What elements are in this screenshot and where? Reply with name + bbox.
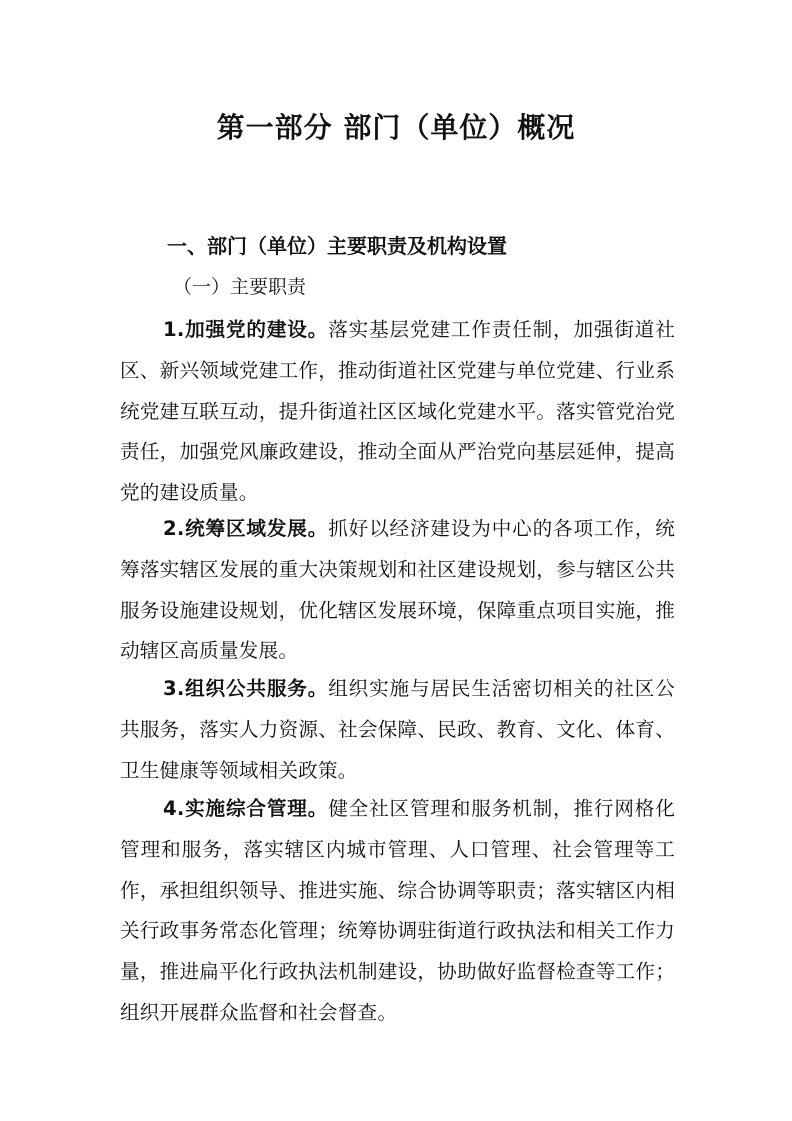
duty-lead-2: 2.统筹区域发展。 [163, 517, 329, 540]
subsection-heading: （一）主要职责 [173, 276, 307, 298]
duty-text-1: 落实基层党建工作责任制，加强街道社区、新兴领域党建工作，推动街道社区党建与单位党建、行业系统党建互联互动，提升街道社区区域化党建水平。落实管党治党责任，加强党风廉政建设，推动全面从严治党向基层延伸，提高党的建设质量。 [120, 318, 675, 505]
duty-paragraph-1 [120, 310, 675, 514]
section-heading: 一、部门（单位）主要职责及机构设置 [167, 234, 507, 258]
page-title: 第一部分 部门（单位）概况 [216, 111, 576, 144]
duty-text-2: 抓好以经济建设为中心的各项工作，统筹落实辖区发展的重大决策规划和社区建设规划，参与辖区公共服务设施建设规划，优化辖区发展环境，保障重点项目实施，推动辖区高质量发展。 [120, 517, 675, 663]
duty-lead-3: 3.组织公共服务。 [163, 677, 329, 700]
duty-lead-1: 1.加强党的建设。 [163, 318, 329, 341]
duty-lead-4: 4.实施综合管理。 [163, 797, 329, 820]
duty-paragraph-2 [120, 509, 675, 672]
duty-paragraph-4 [120, 789, 675, 1034]
duty-text-4: 健全社区管理和服务机制，推行网格化管理和服务，落实辖区内城市管理、人口管理、社会管理等工作，承担组织领导、推进实施、综合协调等职责；落实辖区内相关行政事务常态化管理；统筹协调驻街道行政执法和相关工作力量，推进扁平化行政执法机制建设，协助做好监督检查等工作；组织开展群众监督和社会督查。 [120, 797, 675, 1024]
duty-paragraph-3 [120, 669, 675, 791]
duty-text-3: 组织实施与居民生活密切相关的社区公共服务，落实人力资源、社会保障、民政、教育、文化、体育、卫生健康等领域相关政策。 [120, 677, 675, 782]
